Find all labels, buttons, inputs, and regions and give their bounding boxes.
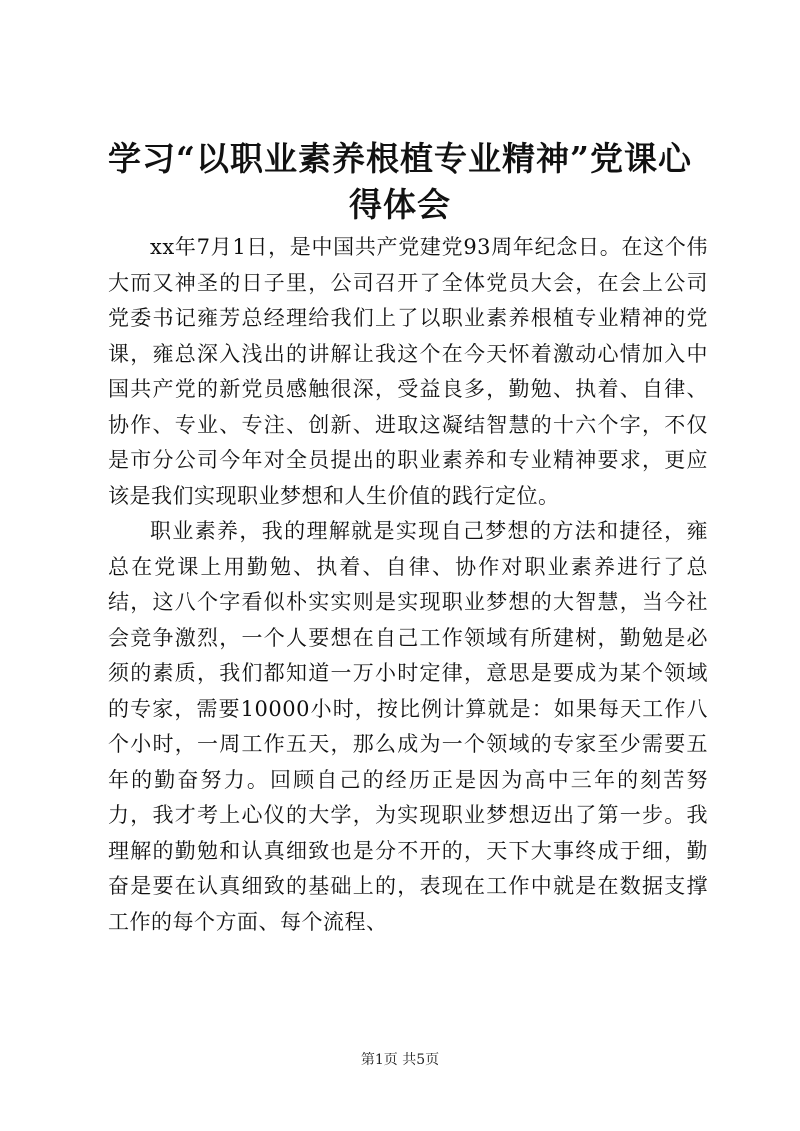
document-title: 学习“以职业素养根植专业精神”党课心得体会 (108, 139, 692, 224)
document-body (108, 230, 708, 940)
paragraph-1: xx年7月1日，是中国共产党建党93周年纪念日。在这个伟大而又神圣的日子里，公司召开了全体党员大会，在会上公司党委书记雍芳总经理给我们上了以职业素养根植专业精神的党课，雍总深入浅出的讲解让我这个在今天怀着激动心情加入中国共产党的新党员感触很深，受益良多，勤勉、执着、自律、协作、专业、专注、创新、进取这凝结智慧的十六个字，不仅是市分公司今年对全员提出的职业素养和专业精神要求，更应该是我们实现职业梦想和人生价值的践行定位。 (108, 235, 708, 508)
paragraph-2: 职业素养，我的理解就是实现自己梦想的方法和捷径，雍总在党课上用勤勉、执着、自律、协作对职业素养进行了总结，这八个字看似朴实实则是实现职业梦想的大智慧，当今社会竞争激烈，一个人要想在自己工作领域有所建树，勤勉是必须的素质，我们都知道一万小时定律，意思是要成为某个领域的专家，需要10000小时，按比例计算就是：如果每天工作八个小时，一周工作五天，那么成为一个领域的专家至少需要五年的勤奋努力。回顾自己的经历正是因为高中三年的刻苦努力，我才考上心仪的大学，为实现职业梦想迈出了第一步。我理解的勤勉和认真细致也是分不开的，天下大事终成于细，勤奋是要在认真细致的基础上的，表现在工作中就是在数据支撑工作的每个方面、每个流程、 (108, 519, 708, 934)
page-footer-page-number: 第1页 共5页 (360, 1052, 440, 1068)
